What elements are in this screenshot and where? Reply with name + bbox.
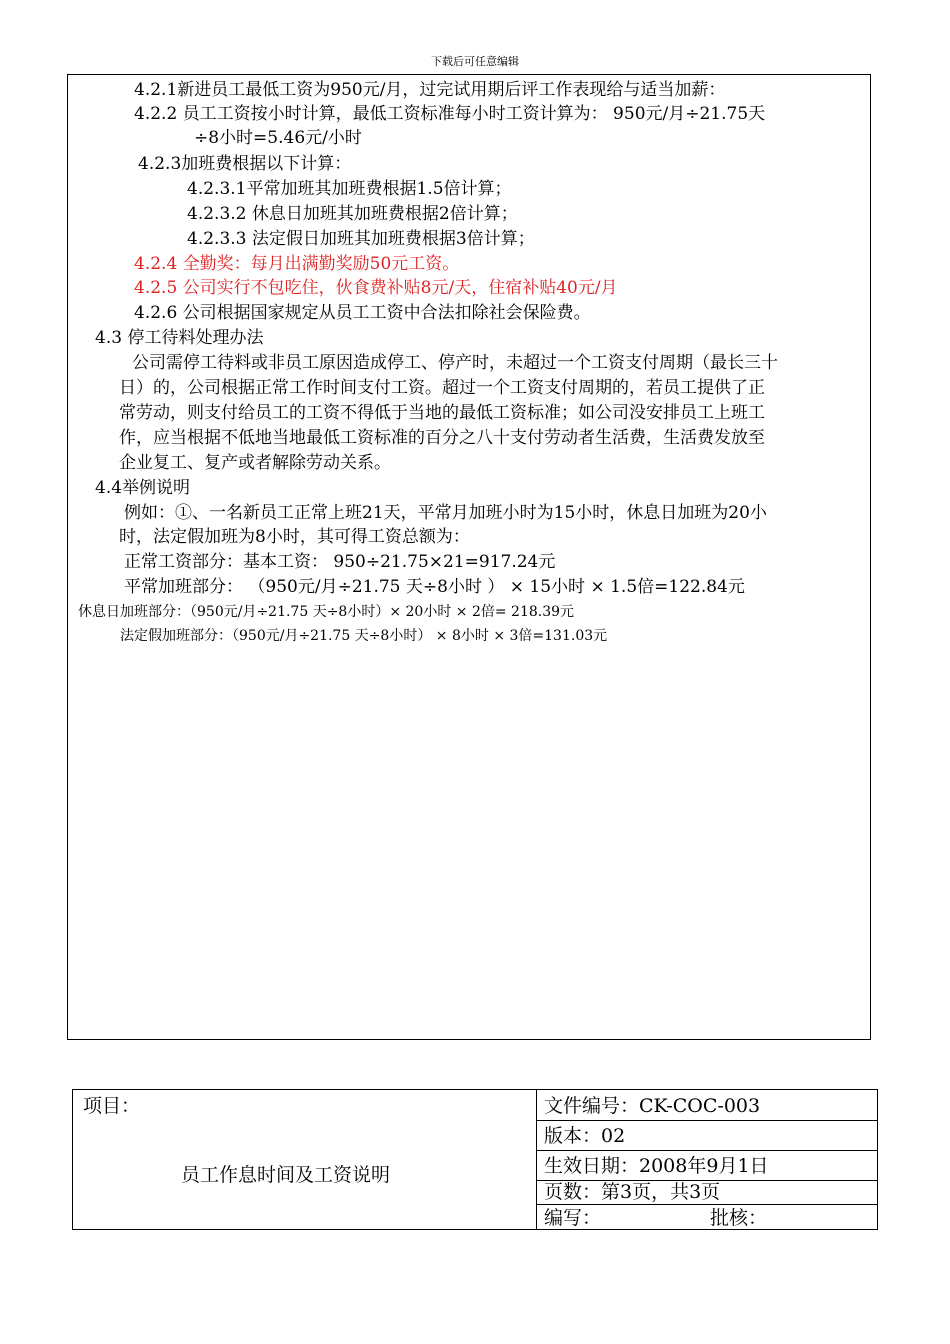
paragraph-line: 常劳动，则支付给员工的工资不得低于当地的最低工资标准；如公司没安排员工上班工 [119, 403, 765, 423]
example-normal-wage: 正常工资部分：基本工资： 950÷21.75×21=917.24元 [124, 552, 556, 572]
paragraph-line: 作，应当根据不低地当地最低工资标准的百分之八十支付劳动者生活费，生活费发放至 [119, 428, 765, 448]
paragraph-line: 日）的，公司根据正常工作时间支付工资。超过一个工资支付周期的，若员工提供了正 [119, 378, 765, 398]
clause-4-2-2: 4.2.2 员工工资按小时计算，最低工资标准每小时工资计算为： 950元/月÷21.75天 [134, 104, 766, 124]
author-label: 编写： [544, 1207, 602, 1229]
example-regular-overtime: 平常加班部分： （950元/月÷21.75 天÷8小时 ） × 15小时 × 1.5倍=122.84元 [124, 577, 745, 597]
document-footer-table [72, 1089, 878, 1230]
footer-divider [536, 1204, 878, 1205]
approver-label: 批核： [710, 1207, 768, 1229]
clause-4-2-4: 4.2.4 全勤奖：每月出满勤奖励50元工资。 [134, 254, 460, 274]
clause-4-2-1: 4.2.1新进员工最低工资为950元/月，过完试用期后评工作表现给与适当加薪： [134, 80, 726, 100]
clause-4-2-3-3: 4.2.3.3 法定假日加班其加班费根据3倍计算； [187, 229, 535, 249]
example-restday-overtime: 休息日加班部分：（950元/月÷21.75 天÷8小时）× 20小时 × 2倍= 218.39元 [78, 604, 575, 620]
clause-4-2-3-2: 4.2.3.2 休息日加班其加班费根据2倍计算； [187, 204, 518, 224]
clause-4-2-2-cont: ÷8小时=5.46元/小时 [194, 128, 362, 148]
footer-divider [536, 1120, 878, 1121]
example-line: 时，法定假加班为8小时，其可得工资总额为： [119, 527, 470, 547]
footer-divider [536, 1150, 878, 1151]
header-note: 下载后可任意编辑 [431, 55, 519, 68]
effective-date: 生效日期：2008年9月1日 [544, 1155, 769, 1177]
document-title: 员工作息时间及工资说明 [181, 1164, 391, 1186]
footer-divider [536, 1090, 537, 1229]
document-version: 版本：02 [544, 1125, 626, 1147]
project-label: 项目： [83, 1095, 141, 1117]
content-box [67, 74, 871, 1040]
clause-4-2-6: 4.2.6 公司根据国家规定从员工工资中合法扣除社会保险费。 [134, 303, 591, 323]
section-4-3-heading: 4.3 停工待料处理办法 [95, 328, 264, 348]
page-count: 页数：第3页，共3页 [544, 1181, 721, 1203]
clause-4-2-5: 4.2.5 公司实行不包吃住，伙食费补贴8元/天，住宿补贴40元/月 [134, 278, 618, 298]
example-line: 例如：①、一名新员工正常上班21天，平常月加班小时为15小时，休息日加班为20小 [124, 503, 767, 523]
example-holiday-overtime: 法定假加班部分：（950元/月÷21.75 天÷8小时） × 8小时 × 3倍=131.03元 [120, 628, 608, 644]
paragraph-line: 公司需停工待料或非员工原因造成停工、停产时，未超过一个工资支付周期（最长三十 [132, 353, 778, 373]
section-4-4-heading: 4.4举例说明 [95, 478, 191, 498]
paragraph-line: 企业复工、复产或者解除劳动关系。 [119, 453, 391, 473]
clause-4-2-3: 4.2.3加班费根据以下计算： [138, 154, 352, 174]
document-number: 文件编号：CK-COC-003 [544, 1095, 761, 1117]
clause-4-2-3-1: 4.2.3.1平常加班其加班费根据1.5倍计算； [187, 179, 512, 199]
